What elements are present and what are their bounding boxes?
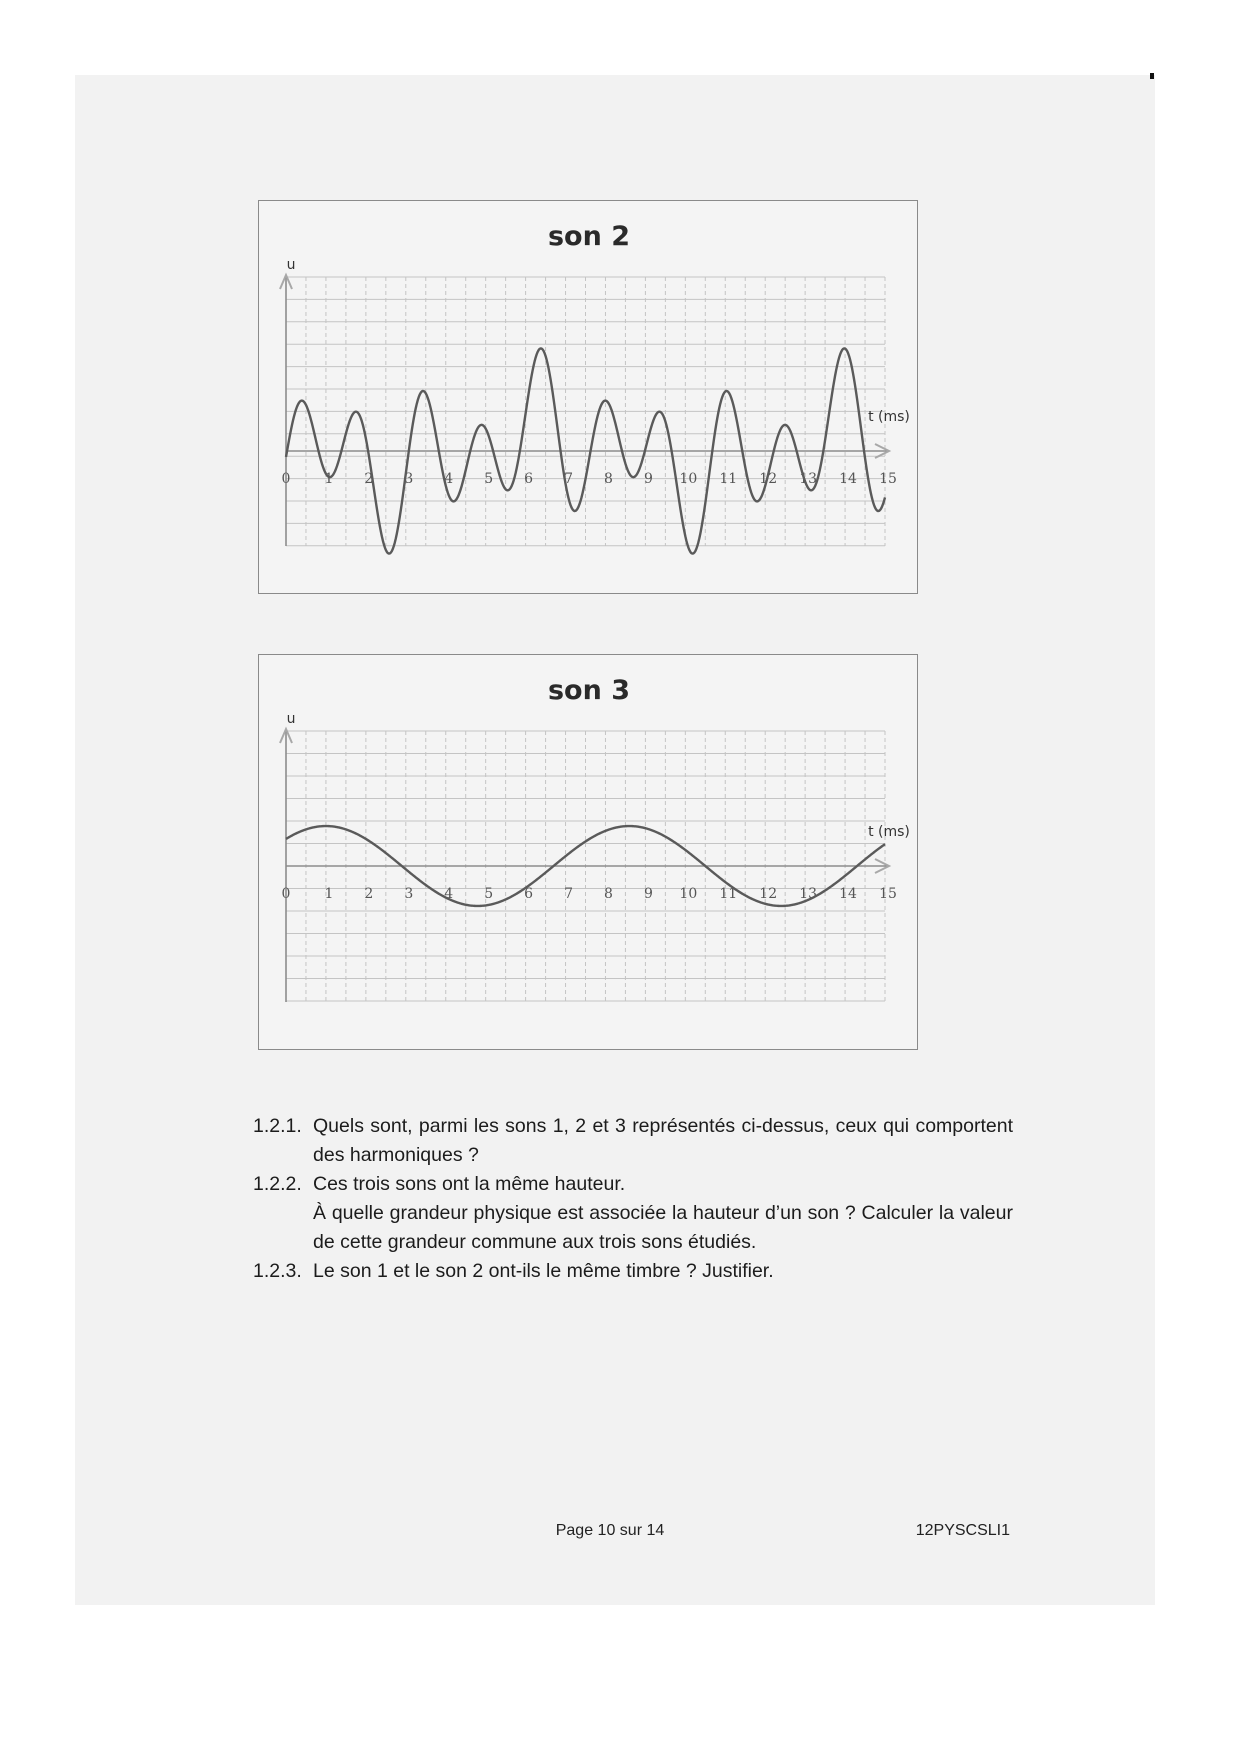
question-1-2-3 xyxy=(253,1257,1013,1286)
scan-mark xyxy=(1150,73,1154,79)
x-tick-label: 0 xyxy=(281,886,291,902)
x-tick-label: 13 xyxy=(799,886,818,902)
question-number: 1.2.3. xyxy=(253,1260,302,1282)
x-tick-label: 11 xyxy=(719,471,738,487)
x-tick-label: 1 xyxy=(324,886,334,902)
question-text: À quelle grandeur physique est associée la hauteur d’un son ? Calculer la valeur de cette grandeur commune aux trois sons étudiés. xyxy=(313,1202,1013,1253)
page-number: Page 10 sur 14 xyxy=(555,1522,665,1539)
x-tick-label: 2 xyxy=(364,886,374,902)
chart-title: son 2 xyxy=(547,221,631,252)
x-tick-label: 9 xyxy=(643,471,653,487)
x-tick-label: 3 xyxy=(404,886,414,902)
question-number: 1.2.2. xyxy=(253,1173,302,1195)
x-tick-label: 4 xyxy=(444,886,454,902)
y-axis-label: u xyxy=(286,711,296,727)
x-tick-label: 6 xyxy=(524,886,534,902)
x-tick-label: 0 xyxy=(281,471,291,487)
question-1-2-1 xyxy=(253,1112,1013,1170)
x-tick-label: 7 xyxy=(564,471,573,487)
x-tick-label: 6 xyxy=(524,471,534,487)
x-tick-label: 13 xyxy=(799,471,818,487)
chart-title: son 3 xyxy=(547,675,631,706)
x-tick-label: 5 xyxy=(484,886,494,902)
x-tick-label: 8 xyxy=(604,886,613,902)
x-tick-label: 5 xyxy=(484,471,494,487)
question-text: Ces trois sons ont la même hauteur. xyxy=(313,1173,626,1195)
y-axis-label: u xyxy=(286,257,296,273)
son2-panel xyxy=(258,200,918,594)
question-1-2-2 xyxy=(253,1170,1013,1257)
x-tick-label: 14 xyxy=(839,886,857,902)
document-code: 12PYSCSLI1 xyxy=(915,1522,1010,1539)
x-tick-label: 12 xyxy=(759,471,778,487)
question-text: Le son 1 et le son 2 ont-ils le même timbre ? Justifier. xyxy=(313,1260,774,1282)
son3-chart xyxy=(259,655,917,1049)
x-tick-label: 15 xyxy=(879,471,897,487)
x-tick-label: 3 xyxy=(404,471,414,487)
x-tick-label: 14 xyxy=(839,471,857,487)
question-text: Quels sont, parmi les sons 1, 2 et 3 représentés ci-dessus, ceux qui comportent des harmoniques ? xyxy=(313,1115,1013,1166)
questions-block xyxy=(253,1112,1013,1286)
x-tick-label: 4 xyxy=(444,471,454,487)
x-tick-label: 9 xyxy=(643,886,653,902)
x-tick-label: 10 xyxy=(679,471,698,487)
son3-panel xyxy=(258,654,918,1050)
x-tick-label: 8 xyxy=(604,471,613,487)
son2-chart xyxy=(259,201,917,593)
x-tick-label: 7 xyxy=(564,886,573,902)
x-tick-label: 12 xyxy=(759,886,778,902)
x-tick-label: 2 xyxy=(364,471,374,487)
x-tick-label: 10 xyxy=(679,886,698,902)
x-tick-label: 15 xyxy=(879,886,897,902)
x-axis-label: t (ms) xyxy=(868,409,910,425)
question-number: 1.2.1. xyxy=(253,1115,302,1137)
x-tick-label: 11 xyxy=(719,886,738,902)
x-tick-label: 1 xyxy=(324,471,334,487)
x-axis-label: t (ms) xyxy=(868,824,910,840)
